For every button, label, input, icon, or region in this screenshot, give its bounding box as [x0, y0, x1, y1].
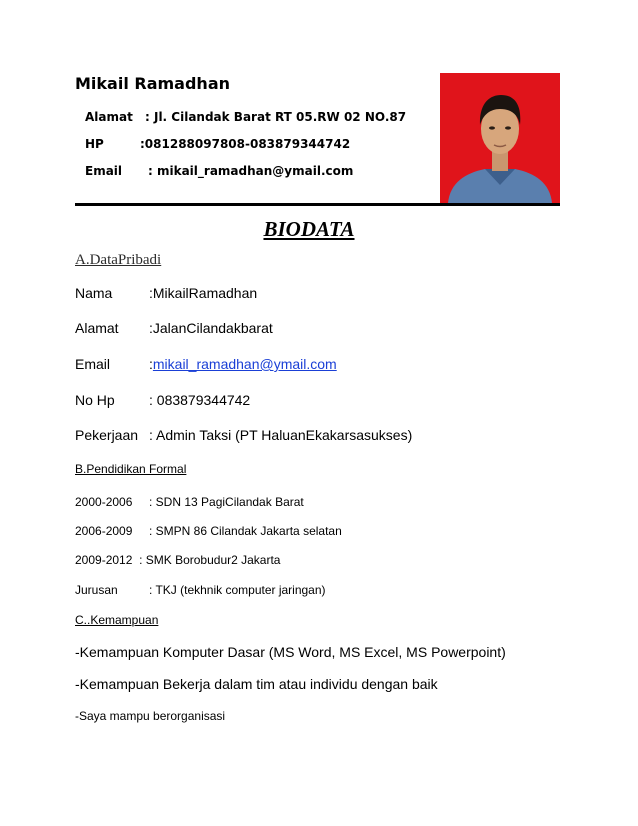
document-title: BIODATA [263, 217, 355, 241]
row-label: Alamat [75, 320, 119, 336]
contact-address [85, 110, 406, 124]
personal-row-occupation [75, 427, 412, 443]
education-row [75, 553, 280, 567]
skill-item: -Saya mampu berorganisasi [75, 709, 226, 723]
section-a-heading: A.DataPribadi [75, 252, 162, 268]
applicant-name: Mikail Ramadhan [75, 74, 230, 93]
personal-row-phone [75, 392, 250, 408]
contact-email-value: : mikail_ramadhan@ymail.com [148, 164, 354, 178]
education-row-major [75, 583, 326, 597]
row-label: 2009-2012 [75, 553, 133, 567]
row-value: : Admin Taksi (PT HaluanEkakarsasukses) [149, 427, 413, 443]
row-value: : TKJ (tekhnik computer jaringan) [149, 583, 326, 597]
contact-address-label: Alamat [85, 110, 133, 124]
contact-email [85, 164, 353, 178]
contact-email-label: Email [85, 164, 123, 178]
personal-row-name [75, 285, 257, 301]
row-value: :MikailRamadhan [149, 285, 258, 301]
row-label: Pekerjaan [75, 427, 139, 443]
personal-row-email [75, 356, 337, 372]
row-value: : 083879344742 [149, 392, 251, 408]
header-divider [75, 203, 560, 206]
skill-item: -Kemampuan Bekerja dalam tim atau individu dengan baik [75, 676, 438, 692]
row-value: : SMK Borobudur2 Jakarta [139, 553, 281, 567]
row-value: :JalanCilandakbarat [149, 320, 273, 336]
row-value: : SDN 13 PagiCilandak Barat [149, 495, 304, 509]
row-prefix: : [149, 356, 153, 372]
profile-photo [440, 73, 560, 203]
contact-phone [85, 137, 350, 151]
row-value: : SMPN 86 Cilandak Jakarta selatan [149, 524, 342, 538]
personal-row-address [75, 320, 273, 336]
row-label: Email [75, 356, 111, 372]
row-label: Nama [75, 285, 113, 301]
education-row [75, 495, 304, 509]
row-label: No Hp [75, 392, 115, 408]
section-c-heading: C..Kemampuan [75, 613, 159, 627]
contact-phone-label: HP [85, 137, 104, 151]
email-link[interactable]: mikail_ramadhan@ymail.com [152, 356, 337, 372]
row-label: 2000-2006 [75, 495, 133, 509]
education-row [75, 524, 342, 538]
row-label: 2006-2009 [75, 524, 133, 538]
skill-item: -Kemampuan Komputer Dasar (MS Word, MS Excel, MS Powerpoint) [75, 644, 506, 660]
contact-address-value: : Jl. Cilandak Barat RT 05.RW 02 NO.87 [145, 110, 407, 124]
section-b-heading: B.Pendidikan Formal [75, 462, 187, 476]
contact-phone-value: :081288097808-083879344742 [140, 137, 351, 151]
row-label: Jurusan [75, 583, 118, 597]
profile-photo-image [440, 73, 560, 203]
